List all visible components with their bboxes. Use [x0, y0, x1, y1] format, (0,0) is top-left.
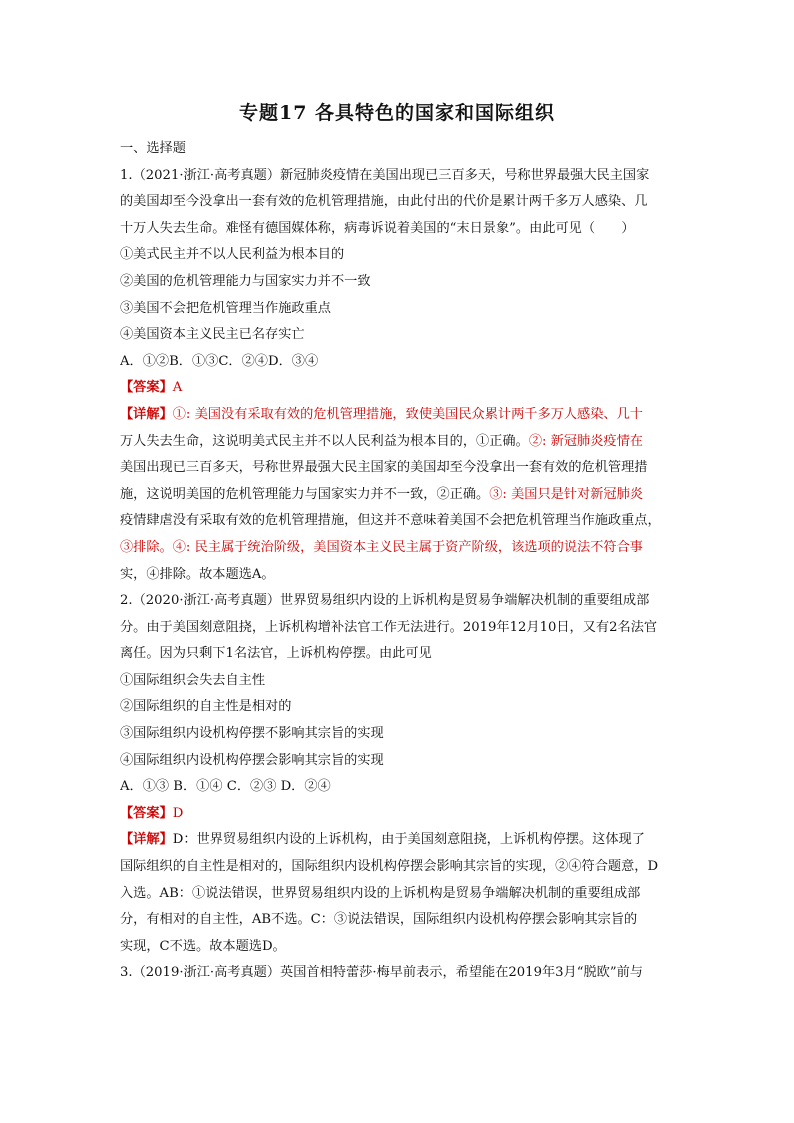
- question-text-line: 的美国却至今没拿出一套有效的危机管理措施，由此付出的代价是累计两千多万人感染、几: [120, 194, 648, 210]
- detail-text: ③排除。: [120, 539, 173, 555]
- question-text-line: 2.（2020·浙江·高考真题）世界贸易组织内设的上诉机构是贸易争端解决机制的重要组成部: [120, 593, 650, 609]
- option-item: ②国际组织的自主性是相对的: [120, 699, 292, 715]
- detail-line: 国际组织的自主性是相对的，国际组织内设机构停摆会影响其宗旨的实现，②④符合题意，D: [120, 859, 659, 875]
- answer-choices: A．①②B．①③C．②④D．③④: [120, 353, 319, 369]
- answer-label: 【答案】: [120, 805, 173, 821]
- detail-text: 万人失去生命，这说明美式民主并不以人民利益为根本目的，①正确。: [120, 433, 529, 449]
- detail-text: 施，这说明美国的危机管理能力与国家实力并不一致，②正确。: [120, 486, 490, 502]
- question-3: [120, 960, 680, 987]
- detail-line: [120, 535, 680, 562]
- detail-text: ②: 新冠肺炎疫情在: [528, 433, 643, 449]
- detail-label: 【详解】: [120, 406, 173, 422]
- detail-line: 美国出现已三百多天，号称世界最强大民主国家的美国却至今没拿出一套有效的危机管理措: [120, 460, 648, 476]
- detail-line: 实，④排除。故本题选A。: [120, 566, 275, 582]
- detail-text: ①: 美国没有采取有效的危机管理措施，致使美国民众累计两千多万人感染、几十: [172, 406, 643, 422]
- answer-value: D: [172, 805, 184, 821]
- option-item: ③美国不会把危机管理当作施政重点: [120, 300, 331, 316]
- question-text-line: 离任。因为只剩下1名法官，上诉机构停摆。由此可见: [120, 646, 432, 662]
- detail-line: [120, 429, 680, 456]
- question-text-line: 1.（2021·浙江·高考真题）新冠肺炎疫情在美国出现已三百多天，号称世界最强大民主国家: [120, 167, 650, 183]
- option-item: ④美国资本主义民主已名存实亡: [120, 327, 305, 343]
- detail-line: [120, 827, 680, 854]
- option-item: ②美国的危机管理能力与国家实力并不一致: [120, 273, 371, 289]
- detail-line: 入选。AB：①说法错误，世界贸易组织内设的上诉机构是贸易争端解决机制的重要组成部: [120, 885, 641, 901]
- document-body: [120, 136, 680, 987]
- page-title: 专题17 各具特色的国家和国际组织: [238, 102, 556, 124]
- detail-text: ③: 美国只是针对新冠肺炎: [489, 486, 643, 502]
- detail-line: [120, 402, 680, 429]
- question-text-line: 十万人失去生命。难怪有德国媒体称，病毒诉说着美国的“末日景象”。由此可见（ ）: [120, 220, 635, 236]
- option-item: ①国际组织会失去自主性: [120, 672, 266, 688]
- option-item: ①美式民主并不以人民利益为根本目的: [120, 247, 345, 263]
- answer-choices: A．①③ B．①④ C．②③ D．②④: [120, 779, 331, 795]
- option-item: ④国际组织内设机构停摆会影响其宗旨的实现: [120, 752, 384, 768]
- detail-text: ④: 民主属于统治阶级，美国资本主义民主属于资产阶级，该选项的说法不符合事: [172, 539, 643, 555]
- answer-label: 【答案】: [120, 380, 173, 396]
- question-1: [120, 163, 680, 589]
- detail-line: 分，有相对的自主性，AB不选。C：③说法错误，国际组织内设机构停摆会影响其宗旨的: [120, 912, 638, 928]
- question-2: [120, 588, 680, 960]
- detail-line: 疫情肆虐没有采取有效的危机管理措施，但这并不意味着美国不会把危机管理当作施政重点，: [120, 513, 661, 529]
- section-heading: 一、选择题: [120, 141, 186, 156]
- detail-label: 【详解】: [120, 832, 173, 848]
- detail-text: D：世界贸易组织内设的上诉机构，由于美国刻意阻挠，上诉机构停摆。这体现了: [172, 832, 645, 848]
- question-text-line: 分。由于美国刻意阻挠，上诉机构增补法官工作无法进行。2019年12月10日，又有2名法官: [120, 619, 658, 635]
- answer-value: A: [172, 380, 183, 396]
- option-item: ③国际组织内设机构停摆不影响其宗旨的实现: [120, 726, 384, 742]
- answer-line: [120, 375, 680, 402]
- answer-line: [120, 801, 680, 828]
- detail-line: [120, 482, 680, 509]
- detail-line: 实现，C不选。故本题选D。: [120, 938, 286, 954]
- question-text-line: 3.（2019·浙江·高考真题）英国首相特蕾莎·梅早前表示，希望能在2019年3月“脱欧”前与: [120, 965, 643, 981]
